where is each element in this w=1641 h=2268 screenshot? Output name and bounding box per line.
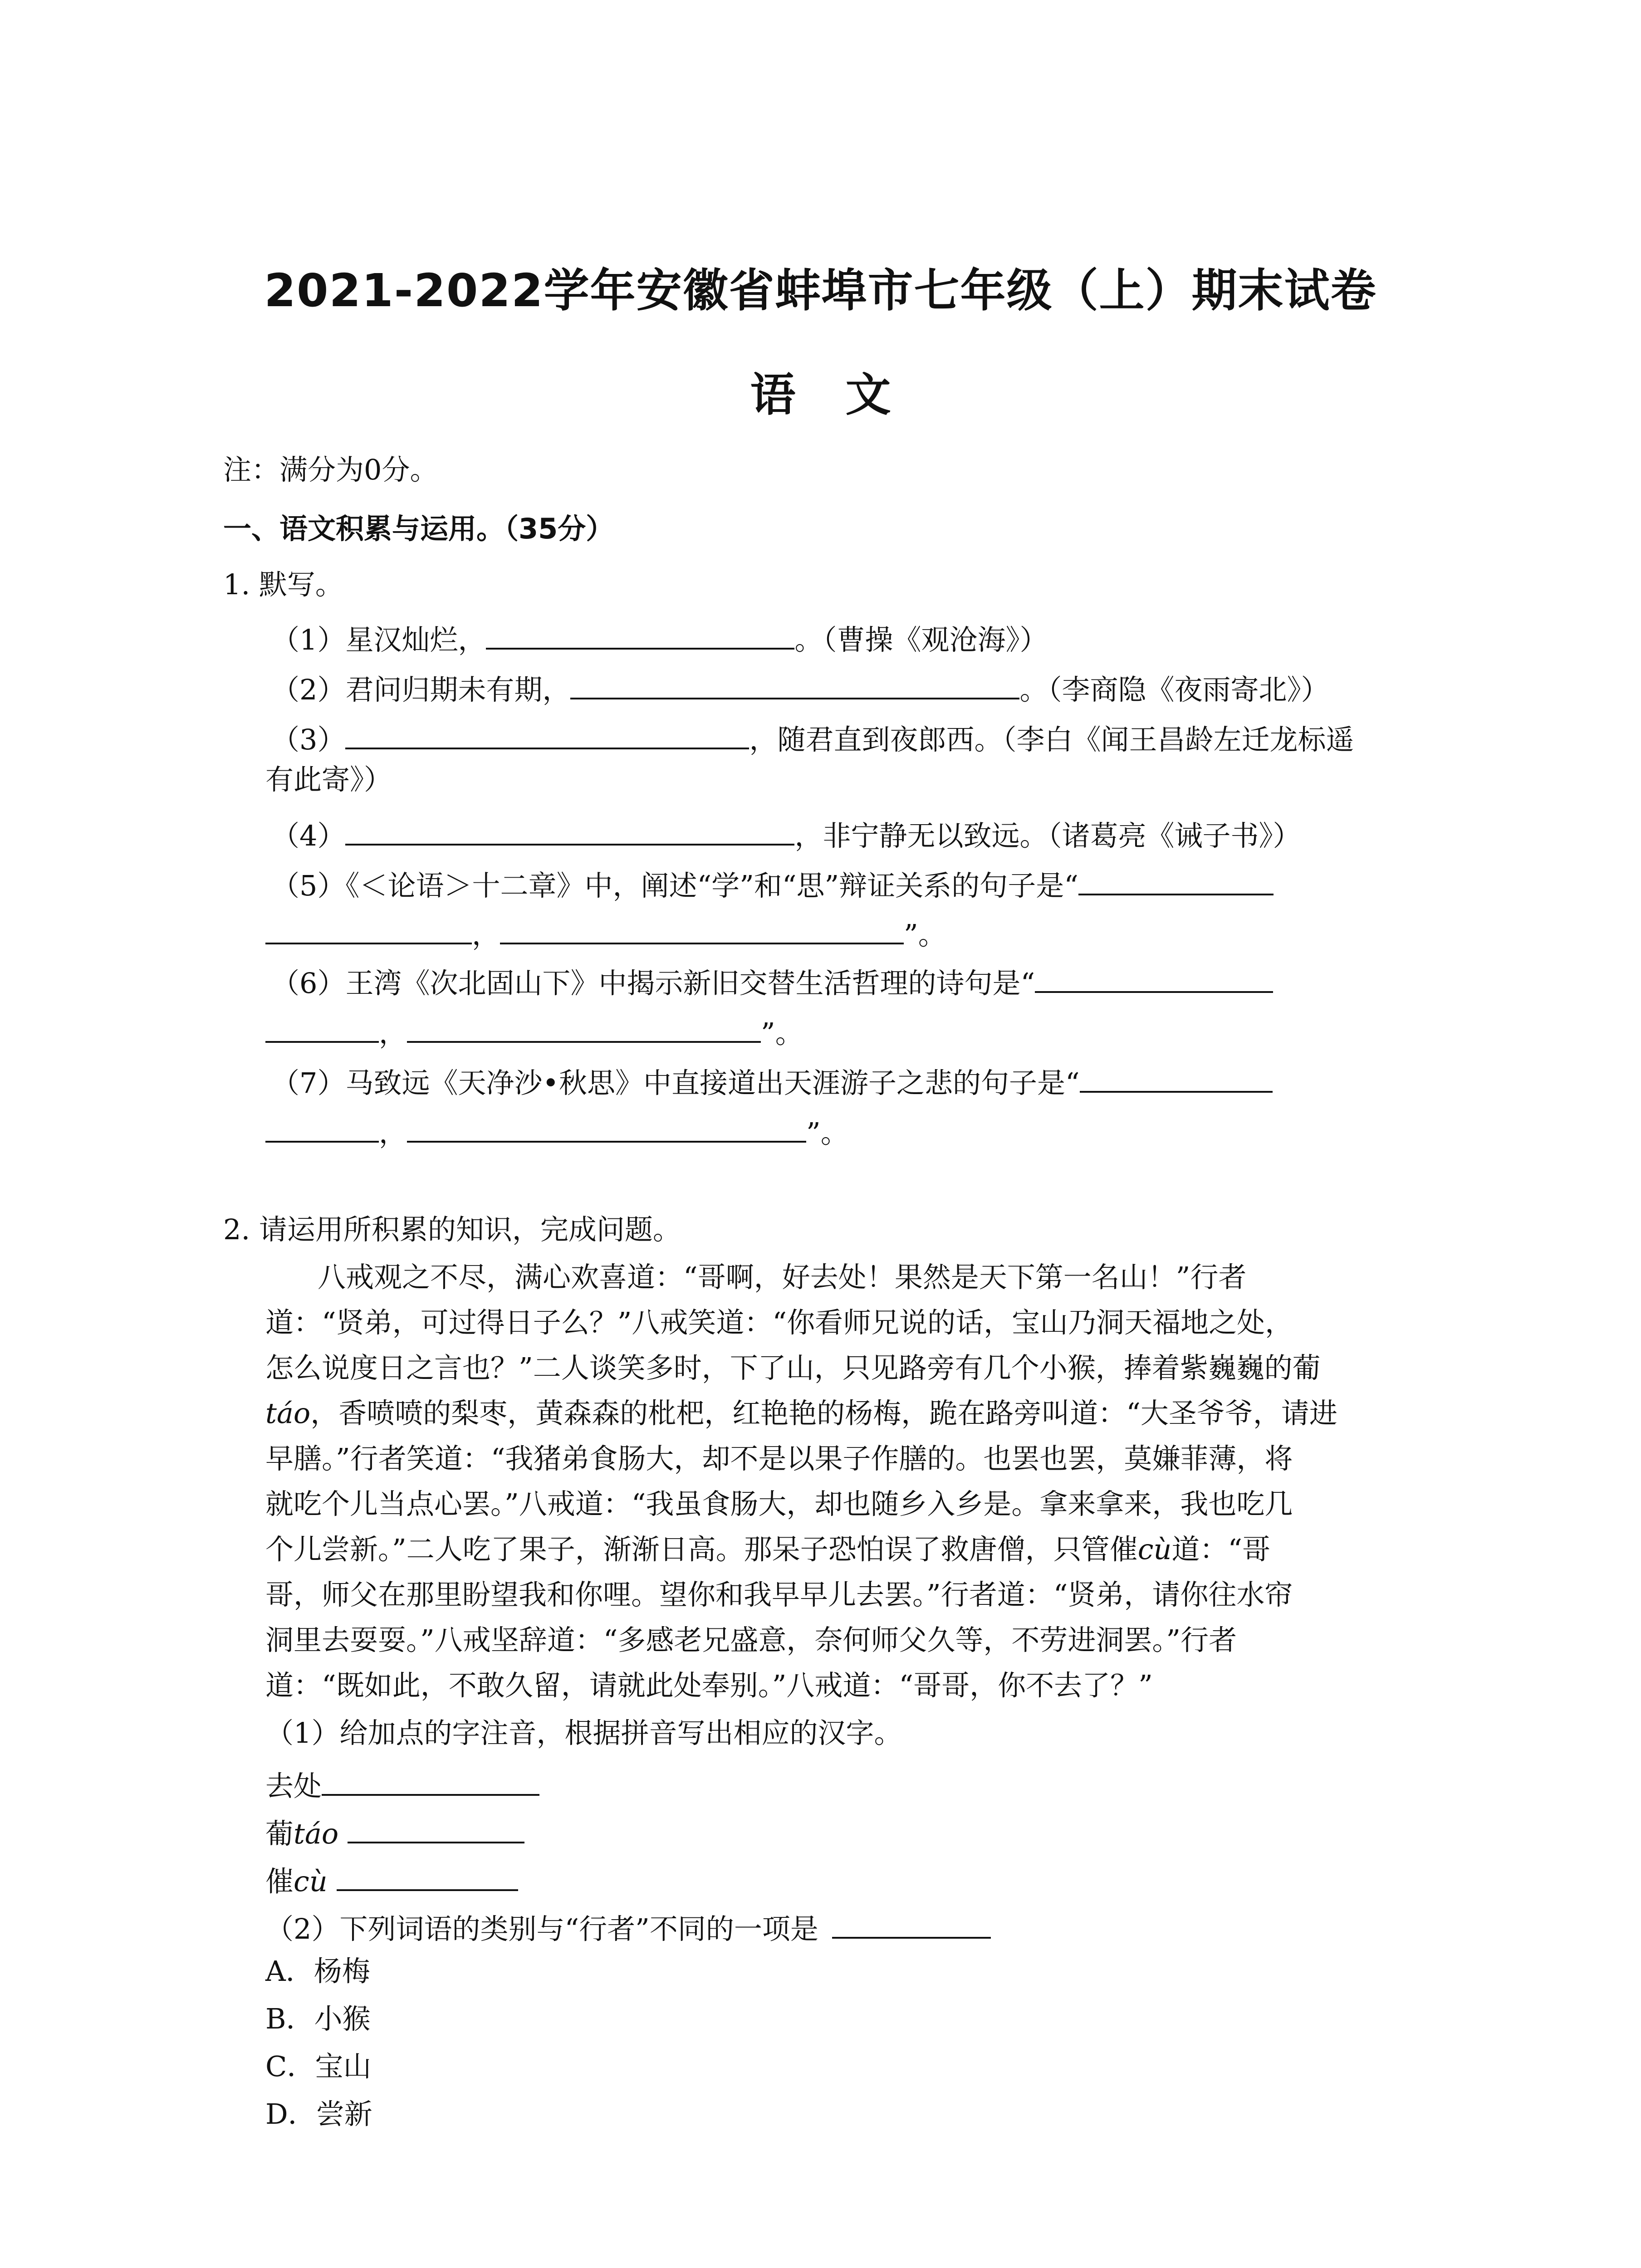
q1-line-3-post: ，随君直到夜郎西。（李白《闻王昌龄左迁龙标遥 — [749, 723, 1354, 756]
passage-line: 早膳。”行者笑道：“我猪弟食肠大，却不是以果子作膳的。也罢也罢，莫嫌菲薄，将 — [265, 1442, 1293, 1475]
answer-blank[interactable] — [345, 720, 749, 749]
q1-line-5-end: ”。 — [904, 918, 946, 951]
answer-blank[interactable] — [407, 1114, 806, 1143]
passage-line: 洞里去耍耍。”八戒坚辞道：“多感老兄盛意，奈何师父久等，不劳进洞罢。”行者 — [265, 1623, 1237, 1657]
answer-blank[interactable] — [570, 670, 1019, 699]
score-note: 注：满分为0分。 — [223, 453, 438, 486]
q1-line-6-pre: （6）王湾《次北固山下》中揭示新旧交替生活哲理的诗句是“ — [271, 967, 1035, 1000]
q1-line-4 — [271, 816, 1301, 850]
q1-line-3-cont: 有此寄》） — [265, 763, 392, 796]
q2-sub1: （1）给加点的字注音，根据拼音写出相应的汉字。 — [265, 1716, 902, 1750]
q2-sub2-text: （2）下列词语的类别与“行者”不同的一项是 — [265, 1912, 818, 1945]
answer-blank[interactable] — [265, 915, 472, 944]
q1-line-5 — [271, 866, 1274, 900]
q1-line-6-mid: ， — [379, 1017, 407, 1050]
q1-line-7-cont — [265, 1114, 849, 1147]
answer-blank[interactable] — [1078, 866, 1274, 895]
passage-line: 道：“贤弟，可过得日子么？”八戒笑道：“你看师兄说的话，宝山乃洞天福地之处， — [265, 1306, 1293, 1339]
answer-blank[interactable] — [337, 1862, 518, 1891]
q1-line-5-cont — [265, 915, 946, 949]
answer-blank[interactable] — [322, 1767, 539, 1796]
word-pu: 葡 — [265, 1817, 294, 1850]
q2-stem: 2. 请运用所积累的知识，完成问题。 — [223, 1213, 681, 1246]
q1-line-1 — [271, 621, 1048, 654]
q1-line-6-cont — [265, 1014, 803, 1050]
answer-blank[interactable] — [1080, 1064, 1273, 1093]
pinyin-tao: táo — [265, 1397, 311, 1430]
q1-stem: 1. 默写。 — [223, 568, 343, 601]
pinyin-tao: táo — [294, 1817, 339, 1850]
word-item — [265, 1814, 524, 1848]
answer-blank[interactable] — [486, 621, 794, 650]
q1-line-2-post: 。（李商隐《夜雨寄北》） — [1019, 673, 1329, 706]
pinyin-cu: cù — [1137, 1533, 1172, 1566]
option-d[interactable]: D．尝新 — [265, 2097, 372, 2131]
answer-blank[interactable] — [265, 1114, 379, 1143]
q1-line-5-pre: （5）《＜论语＞十二章》中，阐述“学”和“思”辩证关系的句子是“ — [271, 869, 1078, 902]
q1-line-4-pre: （4） — [271, 819, 346, 852]
answer-blank[interactable] — [348, 1814, 524, 1843]
word-cui: 催 — [265, 1865, 294, 1898]
page-title: 2021-2022学年安徽省蚌埠市七年级（上）期末试卷 — [264, 264, 1377, 317]
answer-blank[interactable] — [1035, 964, 1273, 993]
q2-sub2 — [265, 1910, 991, 1943]
passage-line: 道：“既如此，不敢久留，请就此处奉别。”八戒道：“哥哥，你不去了？” — [265, 1669, 1153, 1702]
q1-line-2-pre: （2）君问归期未有期， — [271, 673, 571, 706]
q1-line-1-pre: （1）星汉灿烂， — [271, 623, 486, 656]
q1-line-7-end: ”。 — [806, 1116, 849, 1149]
word-item — [265, 1862, 518, 1896]
q1-line-5-mid: ， — [472, 918, 500, 951]
passage-line: 八戒观之不尽，满心欢喜道：“哥啊，好去处！果然是天下第一名山！”行者 — [318, 1261, 1247, 1294]
option-c[interactable]: C．宝山 — [265, 2050, 372, 2083]
q1-line-7-pre: （7）马致远《天净沙•秋思》中直接道出天涯游子之悲的句子是“ — [271, 1066, 1080, 1100]
q1-line-4-post: ，非宁静无以致远。（诸葛亮《诫子书》） — [794, 819, 1301, 852]
pinyin-cu: cù — [294, 1865, 328, 1898]
passage-line — [265, 1535, 1270, 1564]
passage-line: 怎么说度日之言也？”二人谈笑多时，下了山，只见路旁有几个小猴，捧着紫巍巍的葡 — [265, 1351, 1321, 1384]
passage-line-text: 个儿尝新。”二人吃了果子，渐渐日高。那呆子恐怕误了救唐僧，只管催 — [265, 1533, 1138, 1566]
q1-line-7 — [271, 1064, 1273, 1100]
answer-blank[interactable] — [500, 915, 904, 944]
q1-line-3-pre: （3） — [271, 723, 346, 756]
passage-line: 哥，师父在那里盼望我和你哩。望你和我早早儿去罢。”行者道：“贤弟，请你往水帘 — [265, 1578, 1293, 1611]
section-heading: 一、语文积累与运用。（35分） — [223, 512, 614, 545]
word-item — [265, 1767, 539, 1803]
passage-line: 就吃个儿当点心罢。”八戒道：“我虽食肠大，却也随乡入乡是。拿来拿来，我也吃几 — [265, 1487, 1293, 1520]
passage-line-text: ，香喷喷的梨枣，黄森森的枇杷，红艳艳的杨梅，跪在路旁叫道：“大圣爷爷，请进 — [310, 1397, 1337, 1430]
q1-line-6-end: ”。 — [761, 1017, 803, 1050]
subject-heading: 语文 — [750, 368, 941, 421]
q1-line-6 — [271, 964, 1273, 1000]
passage-line-text: 道：“哥 — [1171, 1533, 1271, 1566]
answer-blank[interactable] — [345, 816, 794, 846]
word-qu-chu: 去处 — [265, 1769, 322, 1803]
q1-line-7-mid: ， — [379, 1116, 407, 1149]
option-b[interactable]: B．小猴 — [265, 2002, 371, 2035]
answer-blank[interactable] — [832, 1910, 991, 1939]
answer-blank[interactable] — [265, 1014, 379, 1043]
passage-line — [265, 1397, 1337, 1430]
q1-line-3 — [271, 720, 1354, 754]
answer-blank[interactable] — [407, 1014, 761, 1043]
q1-line-1-post: 。（曹操《观沧海》） — [794, 623, 1048, 656]
option-a[interactable]: A．杨梅 — [265, 1955, 370, 1988]
q1-line-2 — [271, 670, 1329, 704]
